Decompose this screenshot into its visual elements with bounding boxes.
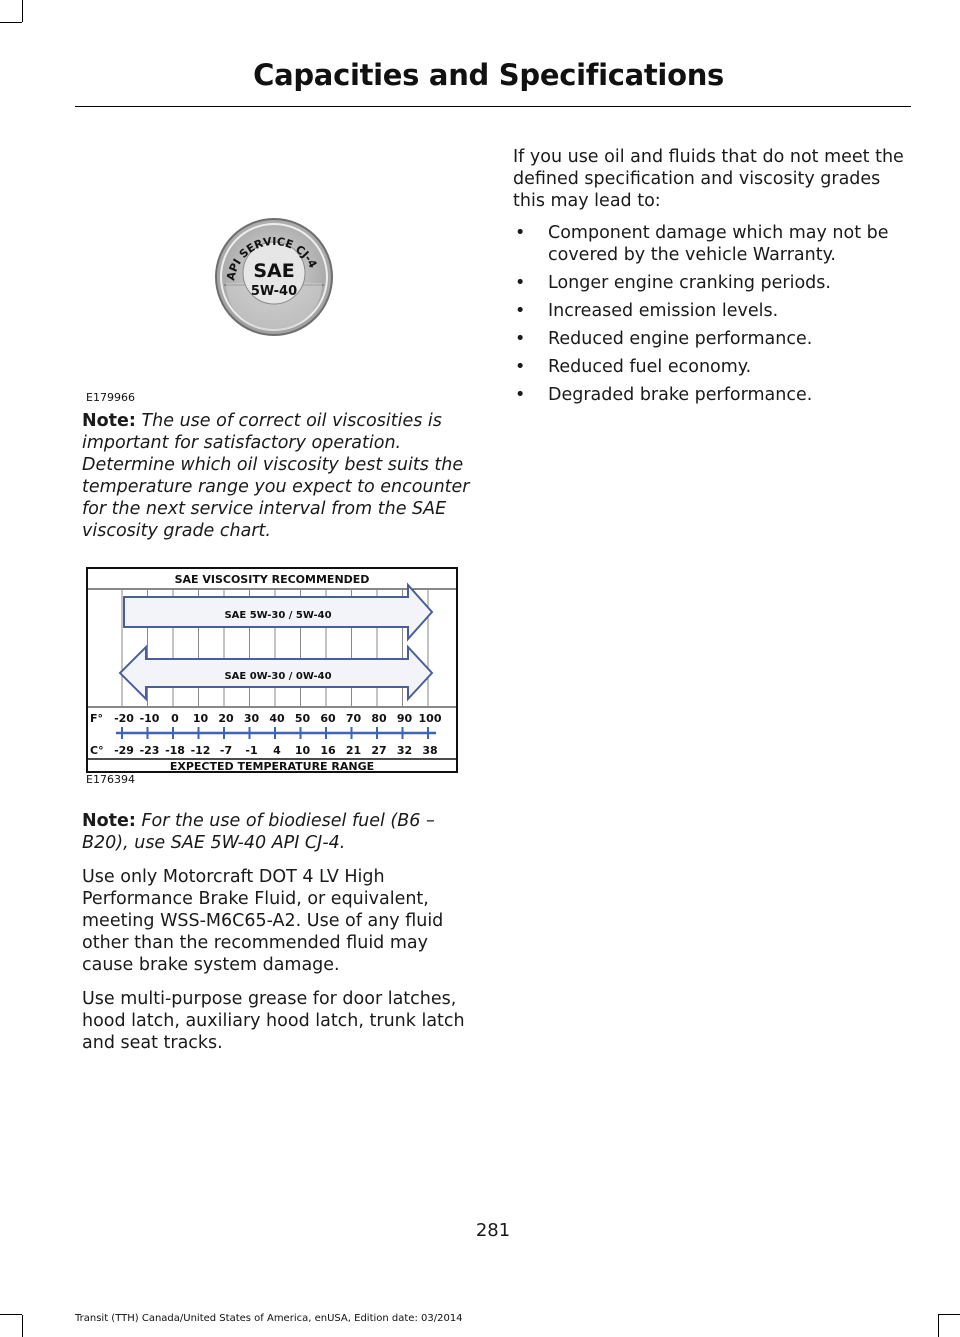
page-title: Capacities and Specifications bbox=[253, 58, 724, 92]
f-tick-label: 10 bbox=[192, 712, 209, 725]
c-tick-label: 38 bbox=[422, 744, 438, 757]
chart-title: SAE VISCOSITY RECOMMENDED bbox=[174, 573, 370, 586]
f-label: F° bbox=[90, 712, 104, 725]
list-item-text: Reduced fuel economy. bbox=[548, 357, 752, 377]
header-rule bbox=[75, 106, 911, 107]
list-item-text: Component damage which may not be covered by the vehicle Warranty. bbox=[548, 223, 889, 265]
bullet: • bbox=[515, 223, 526, 243]
api-sae-badge bbox=[212, 215, 336, 339]
list-item bbox=[513, 328, 913, 350]
page-number: 281 bbox=[475, 1220, 511, 1241]
api-sae-badge-figure bbox=[82, 150, 477, 410]
viscosity-chart-figure bbox=[82, 567, 477, 787]
bullet: • bbox=[515, 301, 526, 321]
left-column bbox=[82, 150, 477, 1054]
c-tick-label: 32 bbox=[396, 744, 413, 757]
arrow-lower-label: SAE 0W-30 / 0W-40 bbox=[224, 671, 332, 682]
chart-footer: EXPECTED TEMPERATURE RANGE bbox=[169, 760, 375, 773]
f-tick-label: 70 bbox=[345, 712, 362, 725]
f-tick-label: 0 bbox=[171, 712, 179, 725]
footer-edition: Transit (TTH) Canada/United States of America, enUSA, Edition date: 03/2014 bbox=[75, 1313, 463, 1324]
brake-fluid-paragraph: Use only Motorcraft DOT 4 LV High Performance Brake Fluid, or equivalent, meeting WSS-M6C65-A2. Use of any fluid other than the recommended fluid may cause brake system damage. bbox=[82, 867, 444, 975]
f-tick-label: -10 bbox=[139, 712, 160, 725]
consequences-list bbox=[513, 222, 913, 406]
list-item-text: Reduced engine performance. bbox=[548, 329, 813, 349]
chart-image-code: E176394 bbox=[86, 773, 135, 786]
f-tick-label: 60 bbox=[320, 712, 336, 725]
bullet: • bbox=[515, 385, 526, 405]
list-item-text: Longer engine cranking periods. bbox=[548, 273, 831, 293]
bullet: • bbox=[515, 273, 526, 293]
c-label: C° bbox=[90, 744, 104, 757]
c-tick-label: -1 bbox=[245, 744, 258, 757]
c-tick-label: -12 bbox=[190, 744, 211, 757]
c-tick-label: 4 bbox=[273, 744, 281, 757]
list-item bbox=[513, 272, 913, 294]
c-tick-label: -29 bbox=[114, 744, 134, 757]
badge-grade-text: 5W-40 bbox=[250, 284, 298, 299]
bullet: • bbox=[515, 357, 526, 377]
c-tick-label: 10 bbox=[294, 744, 311, 757]
note-label: Note: bbox=[82, 811, 136, 831]
f-tick-label: 30 bbox=[243, 712, 260, 725]
f-tick-label: -20 bbox=[114, 712, 134, 725]
list-item bbox=[513, 384, 913, 406]
crop-mark bbox=[0, 22, 22, 23]
bullet: • bbox=[515, 329, 526, 349]
list-item bbox=[513, 222, 913, 266]
c-tick-label: -23 bbox=[139, 744, 160, 757]
note-text: For the use of biodiesel fuel (B6 – B20), use SAE 5W-40 API CJ-4. bbox=[82, 811, 435, 853]
f-tick-label: 80 bbox=[371, 712, 387, 725]
note-biodiesel bbox=[82, 810, 477, 854]
list-item bbox=[513, 356, 913, 378]
f-tick-label: 90 bbox=[396, 712, 413, 725]
badge-arc-text: API SERVICE CJ-4 bbox=[224, 234, 320, 282]
list-item bbox=[513, 300, 913, 322]
crop-mark bbox=[22, 1315, 23, 1337]
f-tick-label: 50 bbox=[294, 712, 311, 725]
consequences-intro: If you use oil and fluids that do not meet the defined specification and viscosity grades this may lead to: bbox=[513, 147, 904, 211]
crop-mark bbox=[938, 1314, 960, 1315]
grease-paragraph: Use multi-purpose grease for door latches, hood latch, auxiliary hood latch, trunk latch and seat tracks. bbox=[82, 989, 465, 1053]
list-item-text: Increased emission levels. bbox=[548, 301, 779, 321]
arrow-upper-label: SAE 5W-30 / 5W-40 bbox=[224, 610, 332, 621]
note-text: The use of correct oil viscosities is important for satisfactory operation. Determine which oil viscosity best suits the temperature range you expect to encounter for the next service interval from the SAE viscosity grade chart. bbox=[82, 411, 470, 541]
viscosity-chart bbox=[86, 567, 458, 773]
c-tick-label: -18 bbox=[165, 744, 185, 757]
f-tick-label: 40 bbox=[269, 712, 285, 725]
crop-mark bbox=[22, 0, 23, 22]
c-tick-label: -7 bbox=[219, 744, 233, 757]
c-tick-label: 27 bbox=[371, 744, 387, 757]
c-tick-label: 21 bbox=[345, 744, 362, 757]
note-viscosity bbox=[82, 410, 477, 542]
f-tick-label: 20 bbox=[218, 712, 234, 725]
badge-sae-text: SAE bbox=[253, 260, 295, 282]
badge-image-code: E179966 bbox=[86, 391, 135, 404]
list-item-text: Degraded brake performance. bbox=[548, 385, 813, 405]
crop-mark bbox=[0, 1314, 22, 1315]
f-tick-label: 100 bbox=[418, 712, 442, 725]
note-label: Note: bbox=[82, 411, 136, 431]
right-column bbox=[513, 146, 913, 412]
crop-mark bbox=[938, 1315, 939, 1337]
c-tick-label: 16 bbox=[320, 744, 336, 757]
